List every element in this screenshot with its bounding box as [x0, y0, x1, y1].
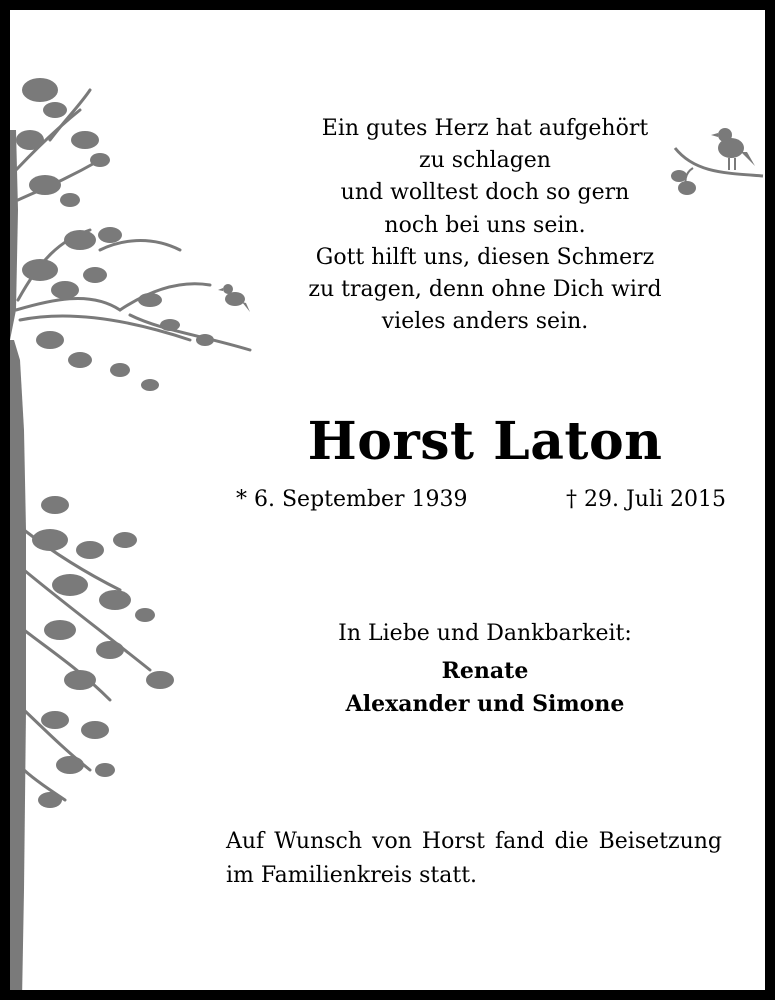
poem-line: zu tragen, denn ohne Dich wird: [308, 277, 662, 303]
burial-notice: [226, 825, 722, 893]
mourner-name: Renate: [441, 658, 529, 684]
poem-line: vieles anders sein.: [381, 309, 589, 335]
memorial-poem: [240, 113, 730, 338]
poem-line: Ein gutes Herz hat aufgehört: [321, 116, 649, 141]
poem-line: und wolltest doch so gern: [340, 180, 630, 206]
life-dates: [236, 480, 726, 520]
birth-date: * 6. September 1939: [236, 487, 468, 512]
notice-line: im Familienkreis statt.: [226, 863, 478, 888]
poem-line: zu schlagen: [419, 148, 551, 174]
mourners-intro: In Liebe und Dankbarkeit:: [338, 621, 632, 646]
poem-line: noch bei uns sein.: [384, 212, 586, 238]
mourners-names: [240, 655, 730, 721]
notice-line: Auf Wunsch von Horst fand die Beisetzung: [226, 829, 722, 854]
death-date: † 29. Juli 2015: [565, 487, 726, 512]
poem-line: Gott hilft uns, diesen Schmerz: [315, 244, 655, 270]
mourner-name: Alexander und Simone: [345, 691, 625, 717]
deceased-name: Horst Laton: [307, 411, 663, 472]
